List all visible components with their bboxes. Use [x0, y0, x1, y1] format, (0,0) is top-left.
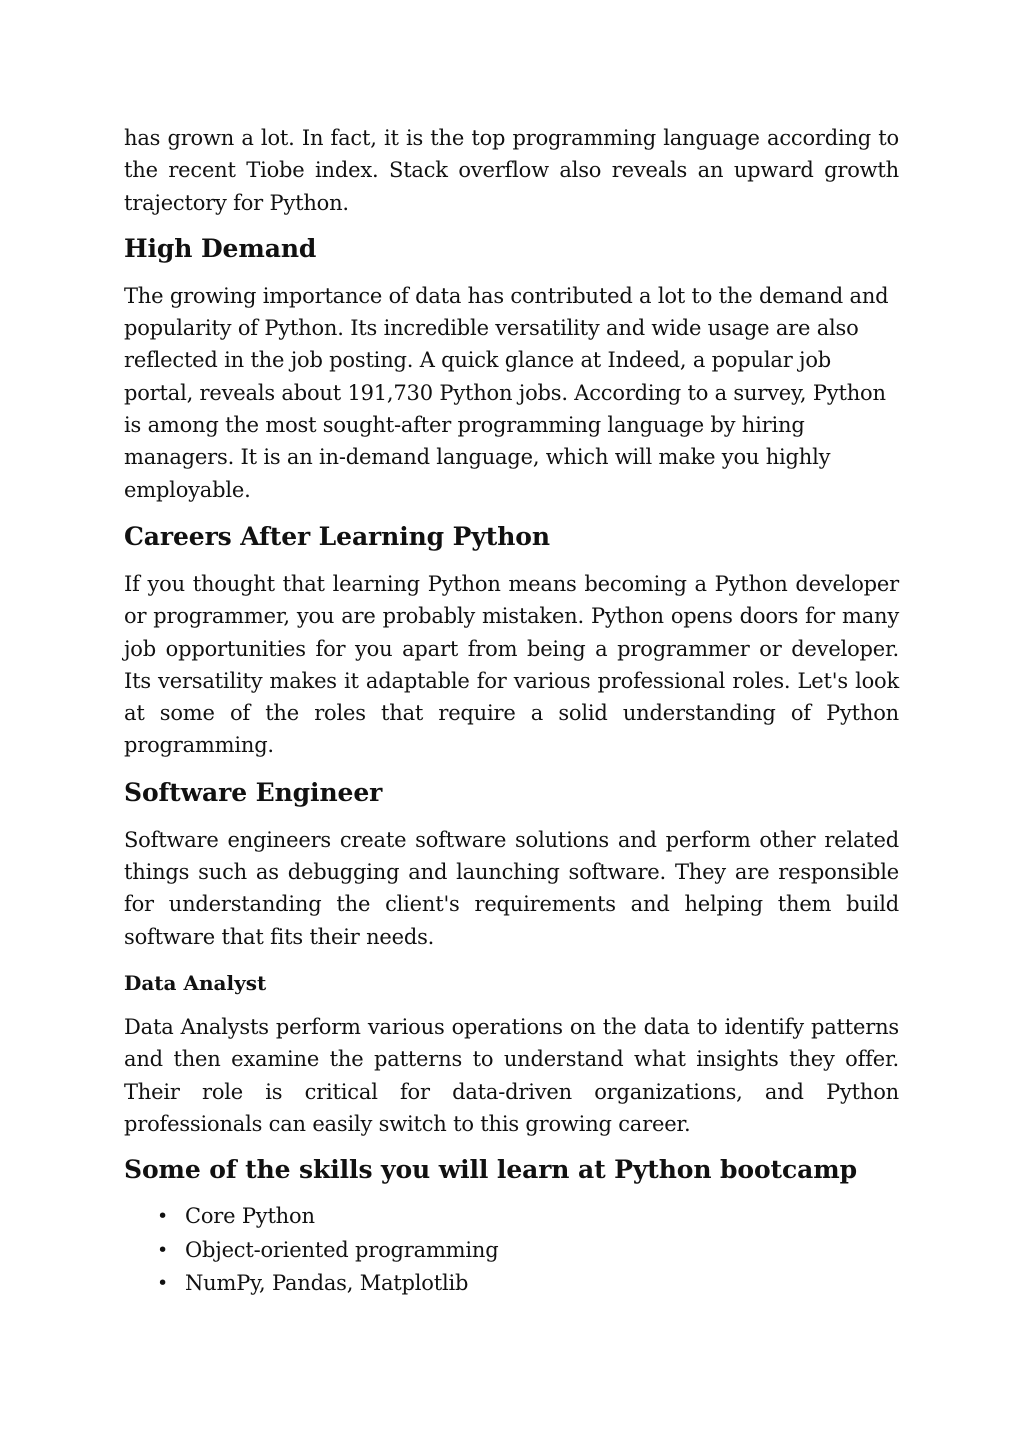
paragraph-careers: If you thought that learning Python means becoming a Python developer or programmer, you are probably mistaken. Python opens doors for many job opportunities for you apart from being a programmer or developer. Its versatility makes it adaptable for various professional roles. Let's look at some of the roles that require a solid understanding of Python programming.	[124, 571, 899, 758]
list-item	[124, 1200, 899, 1234]
list-item-label: Object-oriented programming	[185, 1237, 499, 1262]
list-item	[124, 1234, 899, 1268]
heading-high-demand: High Demand	[124, 233, 317, 263]
paragraph-high-demand: The growing importance of data has contributed a lot to the demand and popularity of Python. Its incredible versatility and wide usage are also reflected in the job posting. A quick glance at Indeed, a popular job portal, reveals about 191,730 Python jobs. According to a survey, Python is among the most sought-after programming language by hiring managers. It is an in-demand language, which will make you highly employable.	[124, 283, 889, 502]
skills-list	[124, 1200, 899, 1301]
intro-paragraph: has grown a lot. In fact, it is the top programming language according to the recent Tiobe index. Stack overflow also reveals an upward growth trajectory for Python.	[124, 126, 899, 215]
bullet-icon: •	[157, 1238, 169, 1261]
list-item-label: NumPy, Pandas, Matplotlib	[185, 1271, 469, 1296]
paragraph-data-analyst: Data Analysts perform various operations on the data to identify patterns and then examine the patterns to understand what insights they offer. Their role is critical for data-driven organizations, and Python professionals can easily switch to this growing career.	[124, 1014, 899, 1136]
bullet-icon: •	[157, 1272, 169, 1295]
heading-skills: Some of the skills you will learn at Python bootcamp	[124, 1155, 857, 1185]
heading-software-engineer: Software Engineer	[124, 777, 383, 807]
list-item	[124, 1267, 899, 1301]
heading-careers: Careers After Learning Python	[124, 521, 550, 551]
list-item-label: Core Python	[185, 1204, 315, 1229]
document-page	[124, 122, 899, 1301]
heading-data-analyst: Data Analyst	[124, 970, 267, 995]
bullet-icon: •	[157, 1205, 169, 1228]
paragraph-software-engineer: Software engineers create software solutions and perform other related things such as debugging and launching software. They are responsible for understanding the client's requirements and helping them build software that fits their needs.	[124, 827, 899, 949]
